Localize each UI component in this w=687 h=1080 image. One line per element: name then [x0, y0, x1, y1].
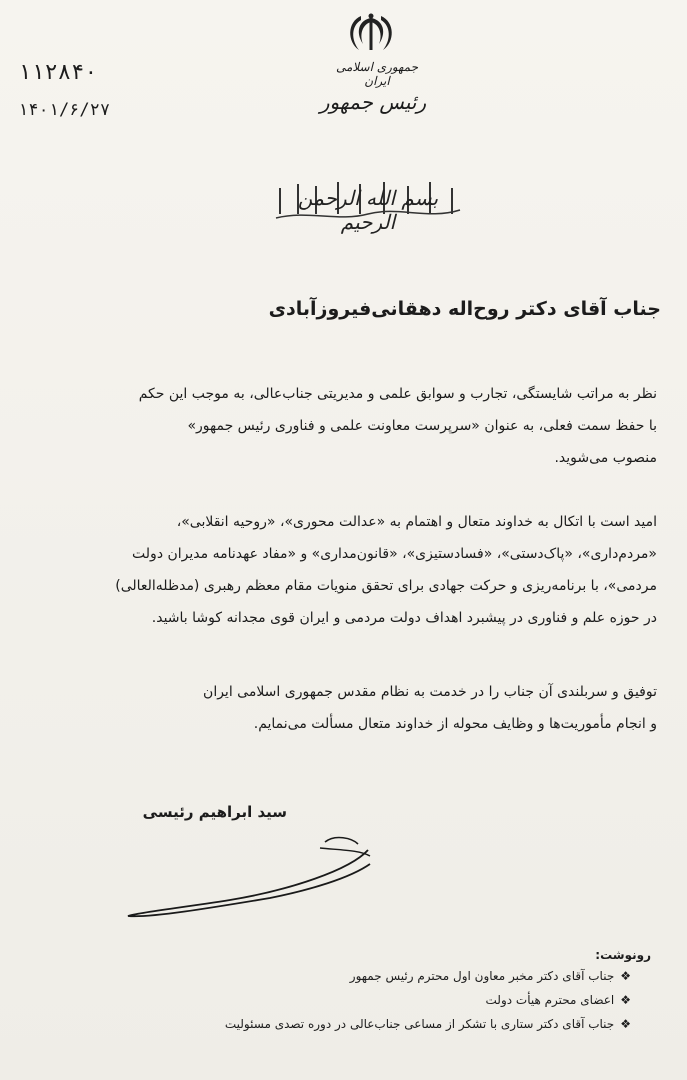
cc-title: رونوشت:: [595, 948, 651, 962]
cc-item: [225, 988, 631, 1012]
cc-item-text: جناب آقای دکتر مخبر معاون اول محترم رئیس جمهور: [349, 969, 615, 983]
paragraph-line: با حفظ سمت فعلی، به عنوان «سرپرست معاونت علمی و فناوری رئیس جمهور»: [187, 418, 657, 434]
paragraph-line: نظر به مراتب شایستگی، تجارب و سوابق علمی و مدیریتی جناب‌عالی، به موجب این حکم: [138, 386, 657, 402]
paragraph-line: مردمی»، با برنامه‌ریزی و حرکت جهادی برای تحقق منویات مقام معظم رهبری (مدظله‌العالی): [115, 578, 657, 594]
cc-list: [225, 964, 631, 1036]
paragraph-1: [27, 378, 657, 474]
paragraph-2: [27, 506, 657, 634]
bullet-icon: ❖: [620, 969, 631, 983]
bullet-icon: ❖: [620, 1017, 631, 1031]
cc-item-text: جناب آقای دکتر ستاری با تشکر از مساعی جناب‌عالی در دوره تصدی مسئولیت: [224, 1017, 615, 1031]
paragraph-line: در حوزه علم و فناوری در پیشبرد اهداف دولت مردمی و ایران قوی مجدانه کوشا باشید.: [151, 610, 657, 626]
cc-item: [225, 1012, 631, 1036]
paragraph-line: «مردم‌داری»، «پاک‌دستی»، «فسادستیزی»، «قانون‌مداری» و «مفاد عهدنامه مدیران دولت: [132, 546, 657, 562]
header-office: رئیس جمهور: [319, 90, 427, 114]
paragraph-line: توفیق و سربلندی آن جناب را در خدمت به نظام مقدس جمهوری اسلامی ایران: [203, 684, 657, 700]
iran-emblem-icon: [343, 10, 399, 56]
cc-item-text: اعضای محترم هیأت دولت: [485, 993, 615, 1007]
reference-date: ۱۴۰۱/۶/۲۷: [18, 100, 111, 120]
signatory-name: سید ابراهیم رئیسی: [142, 803, 287, 821]
bullet-icon: ❖: [620, 993, 631, 1007]
paragraph-line: منصوب می‌شوید.: [554, 450, 657, 466]
addressee: جناب آقای دکتر روح‌اله دهقانی‌فیروزآبادی: [268, 298, 661, 320]
reference-number: ۱۱۲۸۴۰: [18, 60, 98, 85]
handwritten-signature: [120, 820, 380, 930]
cc-item: [225, 964, 631, 988]
bismillah-text: بسم الله الرحمن الرحیم: [297, 186, 439, 234]
paragraph-line: امید است با اتکال به خداوند متعال و اهتمام به «عدالت محوری»، «روحیه انقلابی»،: [176, 514, 657, 530]
header-org-line: جمهوری اسلامی ایران: [335, 60, 419, 88]
paragraph-3: [27, 676, 657, 740]
paragraph-line: و انجام مأموریت‌ها و وظایف محوله از خداوند متعال مسألت می‌نمایم.: [253, 716, 657, 732]
